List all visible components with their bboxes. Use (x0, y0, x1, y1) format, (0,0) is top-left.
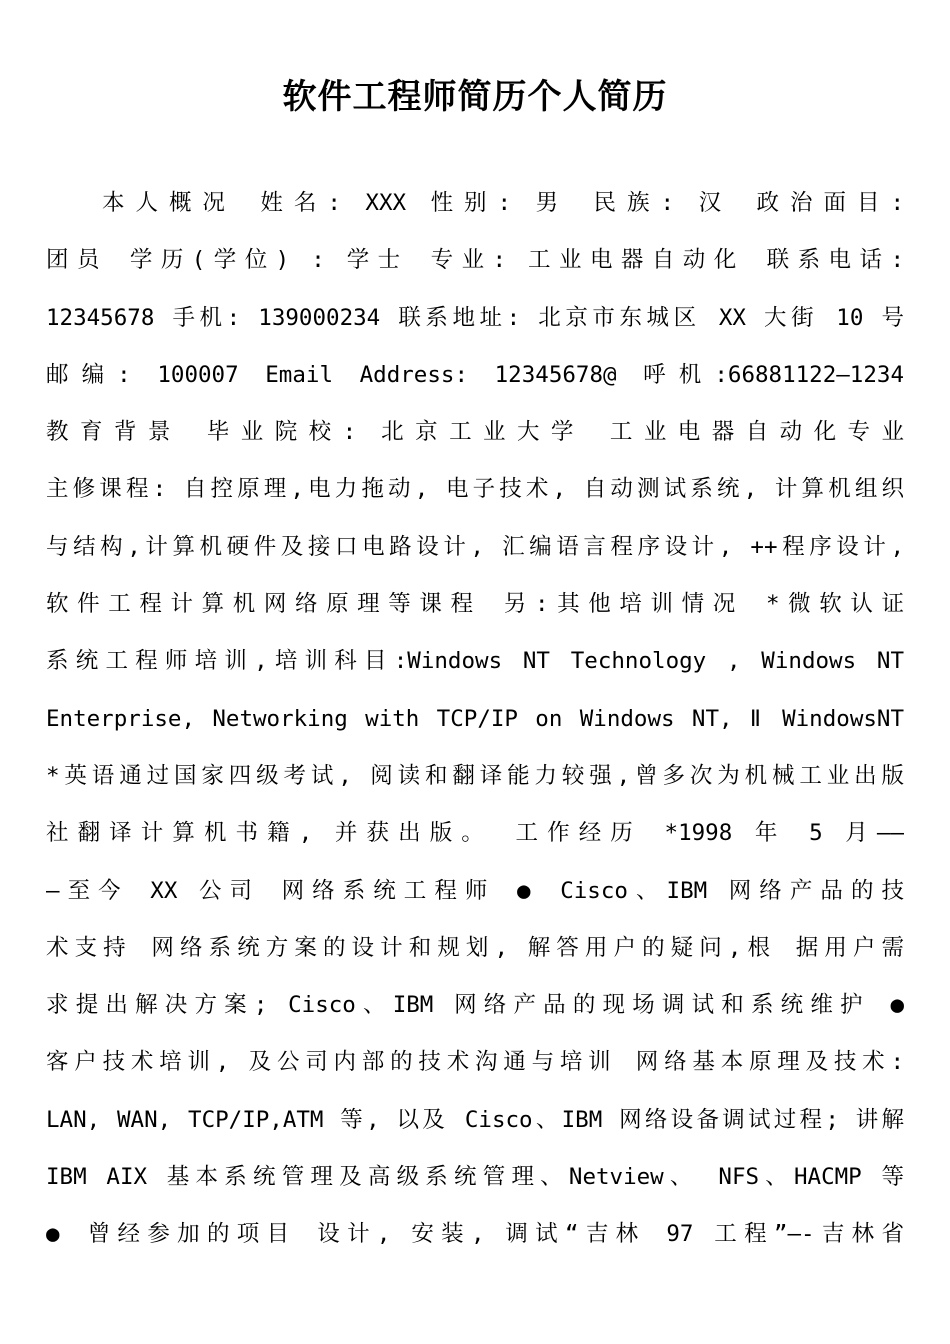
resume-line: 求提出解决方案; Cisco、IBM 网络产品的现场调试和系统维护 ● (46, 992, 904, 1019)
resume-line: 邮编: 100007 Email Address: 12345678@ 呼机:66881122—1234 (46, 361, 904, 388)
resume-line: 团员 学历(学位) : 学士 专业: 工业电器自动化 联系电话: (46, 247, 904, 274)
resume-line: 术支持 网络系统方案的设计和规划, 解答用户的疑问,根 据用户需 (46, 934, 904, 961)
resume-line: 主修课程: 自控原理,电力拖动, 电子技术, 自动测试系统, 计算机组织 (46, 476, 904, 503)
resume-line: 12345678 手机: 139000234 联系地址: 北京市东城区 XX 大街 10 号 (46, 304, 904, 331)
resume-line: 社翻译计算机书籍, 并获出版。 工作经历 *1998 年 5 月—— (46, 820, 904, 847)
resume-line: 系统工程师培训,培训科目:Windows NT Technology , Windows NT (46, 648, 904, 675)
resume-line: 教育背景 毕业院校: 北京工业大学 工业电器自动化专业 (46, 419, 904, 446)
resume-line: 本人概况 姓名: XXX 性别: 男 民族: 汉 政治面目: (102, 190, 904, 216)
resume-line: 软件工程计算机网络原理等课程 另:其他培训情况 *微软认证 (46, 591, 904, 618)
resume-line: 与结构,计算机硬件及接口电路设计, 汇编语言程序设计, ++程序设计, (46, 533, 904, 560)
resume-line: LAN, WAN, TCP/IP,ATM 等, 以及 Cisco、IBM 网络设备调试过程; 讲解 (46, 1106, 904, 1133)
resume-line: *英语通过国家四级考试, 阅读和翻译能力较强,曾多次为机械工业出版 (46, 762, 904, 789)
resume-line: ● 曾经参加的项目 设计, 安装, 调试“吉林 97 工程”—-吉林省 (46, 1221, 904, 1248)
resume-title: 软件工程师简历个人简历 (282, 76, 668, 117)
resume-line: 客户技术培训, 及公司内部的技术沟通与培训 网络基本原理及技术: (46, 1049, 904, 1076)
resume-line: Enterprise, Networking with TCP/IP on Windows NT, Ⅱ WindowsNT (46, 705, 904, 732)
resume-line: —至今 XX 公司 网络系统工程师 ● Cisco、IBM 网络产品的技 (46, 877, 904, 904)
resume-body (46, 175, 904, 1264)
resume-line: IBM AIX 基本系统管理及高级系统管理、Netview、 NFS、HACMP 等 (46, 1164, 904, 1191)
